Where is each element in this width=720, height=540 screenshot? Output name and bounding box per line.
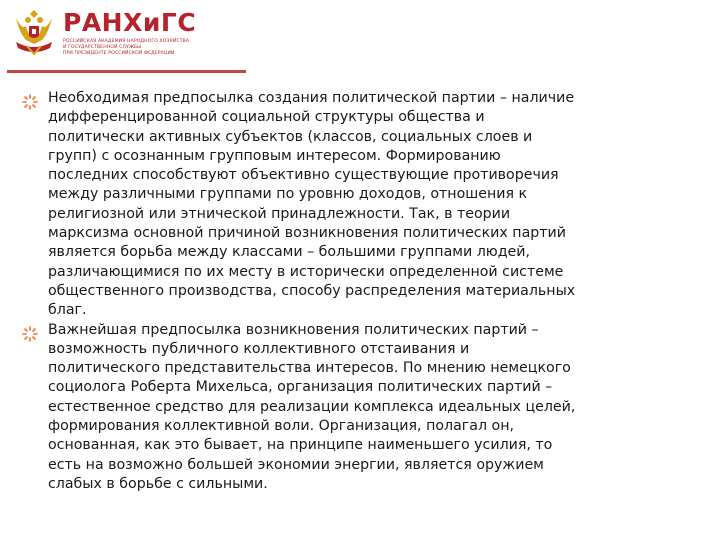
double-headed-eagle-emblem — [12, 8, 56, 56]
brand-name: РАНХиГС — [63, 8, 197, 37]
bullet-item — [20, 89, 580, 321]
header-divider — [7, 70, 246, 73]
bullet-text: Важнейшая предпосылка возникновения политических партий – возможность публичного коллективного отстаивания и политического представительства интересов. По мнению немецкого социолога Роберта Михельса, организация политических партий – естественное средство для реализации комплекса идеальных целей, формирования коллективной воли. Организация, полагал он, основанная, как это бывает, на принципе наименьшего усилия, то есть на возможно большей экономии энергии, является оружием слабых в борьбе с сильными. — [48, 321, 576, 492]
brand-subtitle-line: И ГОСУДАРСТВЕННОЙ СЛУЖБЫ — [63, 45, 142, 50]
sparkle-bullet-icon — [22, 94, 38, 110]
brand-subtitle-line: РОССИЙСКАЯ АКАДЕМИЯ НАРОДНОГО ХОЗЯЙСТВА — [63, 39, 190, 44]
bullet-item — [20, 321, 580, 495]
bullet-text: Необходимая предпосылка создания политической партии – наличие дифференцированной социальной структуры общества и политически активных субъектов (классов, социальных слоев и групп) с осознанным групповым интересом. Формированию последних способствуют объективно существующие противоречия между различными группами по уровню доходов, отношения к религиозной или этнической принадлежности. Так, в теории марксизма основной причиной возникновения политических партий является борьба между классами – большими группами людей, различающимися по их месту в исторически определенной системе общественного производства, способу распределения материальных благ. — [48, 90, 576, 319]
sparkle-bullet-icon — [22, 326, 38, 342]
brand-subtitle-line: ПРИ ПРЕЗИДЕНТЕ РОССИЙСКОЙ ФЕДЕРАЦИИ — [63, 51, 175, 56]
bullet-list — [20, 89, 580, 494]
brand-subtitle — [63, 39, 190, 57]
header — [0, 0, 720, 80]
